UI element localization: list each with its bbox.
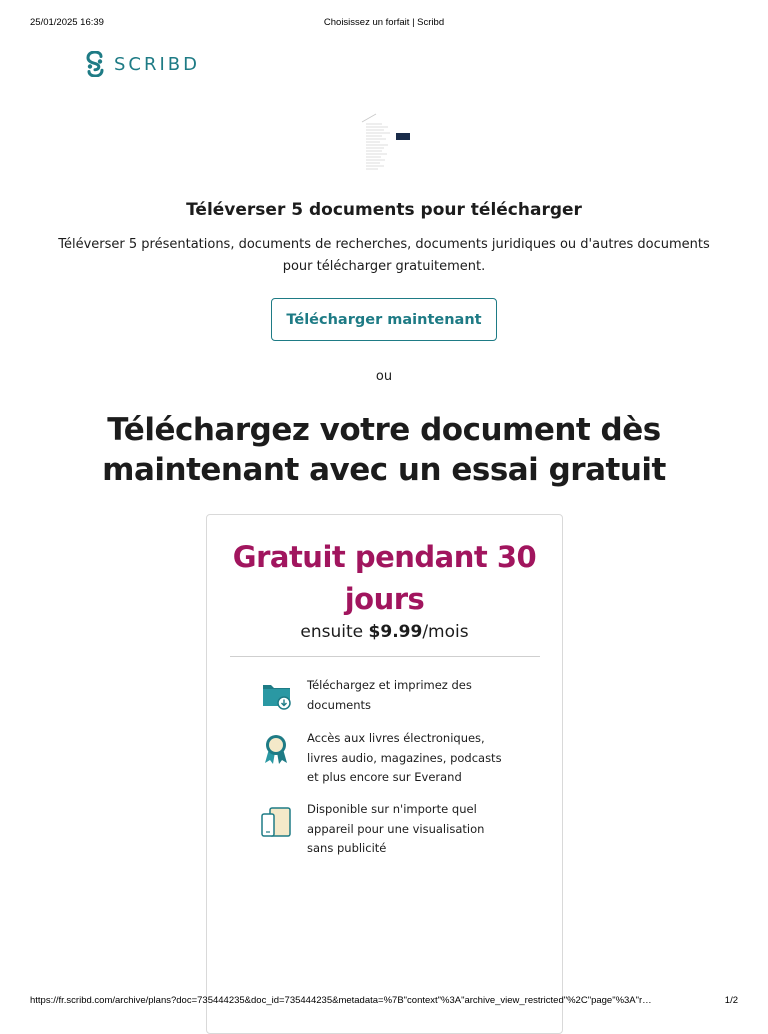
plan-price-suffix: /mois — [422, 622, 469, 642]
award-ribbon-icon — [256, 729, 296, 769]
print-header — [0, 17, 768, 31]
plan-price-prefix: ensuite — [300, 622, 369, 642]
print-page-title: Choisissez un forfait | Scribd — [323, 17, 445, 28]
plan-title: Gratuit pendant 30 jours — [232, 540, 537, 616]
folder-download-icon — [256, 676, 296, 716]
plan-price — [206, 622, 563, 642]
print-url: https://fr.scribd.com/archive/plans?doc=735444235&doc_id=735444235&metadata=%7B"context"%3A"archive_view_restricted"%2C"page"%3A"r… — [30, 995, 652, 1006]
plan-divider — [230, 656, 540, 657]
plan-price-amount: $9.99 — [368, 622, 423, 642]
print-datetime: 25/01/2025 16:39 — [30, 17, 104, 28]
print-footer — [30, 995, 738, 1009]
devices-icon — [256, 800, 296, 840]
upload-description: Téléverser 5 présentations, documents de recherches, documents juridiques ou d'autres documents pour télécharger gratuitement. — [58, 237, 710, 274]
trial-heading: Téléchargez votre document dès maintenant avec un essai gratuit — [102, 412, 666, 488]
print-page-number: 1/2 — [724, 995, 738, 1006]
feature-text: Disponible sur n'importe quel appareil pour une visualisation sans publicité — [307, 802, 485, 855]
or-separator: ou — [375, 369, 393, 384]
scribd-logo-icon — [84, 51, 106, 77]
download-now-button[interactable]: Télécharger maintenant — [271, 298, 497, 341]
feature-text: Téléchargez et imprimez des documents — [307, 678, 472, 712]
logo-text: SCRIBD — [114, 53, 201, 75]
scribd-logo[interactable] — [84, 51, 200, 77]
upload-title: Téléverser 5 documents pour télécharger — [186, 200, 582, 220]
pdf-document-thumbnail — [360, 112, 414, 174]
feature-text: Accès aux livres électroniques, livres audio, magazines, podcasts et plus encore sur Everand — [307, 731, 502, 784]
